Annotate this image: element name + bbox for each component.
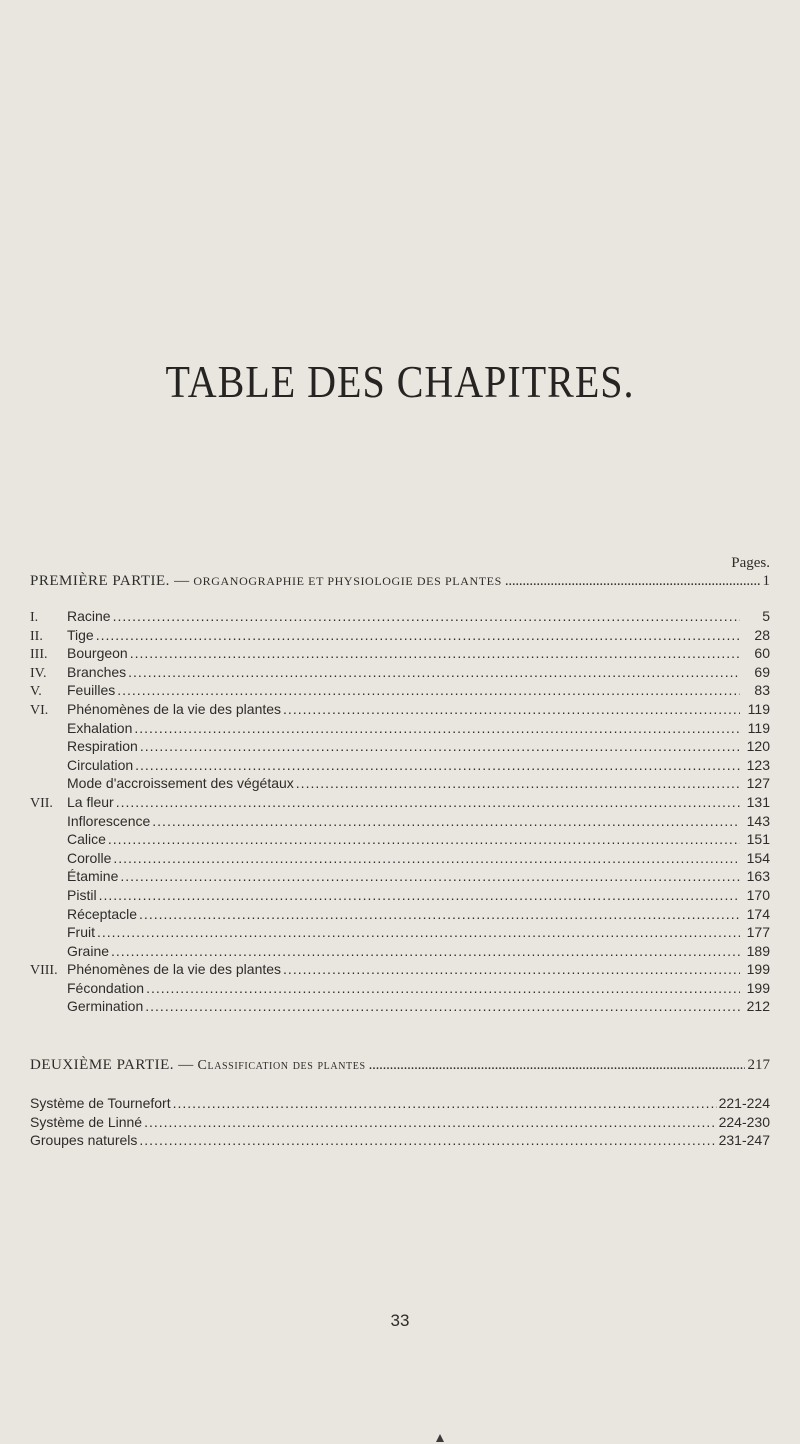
toc-entry — [30, 868, 770, 887]
toc-entry — [30, 664, 770, 683]
entry-title: Graine — [67, 942, 110, 959]
entry-page: 123 — [746, 756, 770, 773]
entry-page: 83 — [754, 682, 770, 699]
entry-page: 170 — [746, 886, 770, 903]
dot-leader — [99, 887, 740, 903]
toc-entry — [30, 682, 770, 701]
part1-entries — [30, 608, 770, 1017]
toc-entry — [30, 850, 770, 869]
entry-title: Système de Tournefort — [30, 1095, 171, 1111]
dot-leader — [139, 1132, 716, 1148]
entry-title: Réceptacle — [67, 905, 138, 922]
chapter-number: I. — [30, 610, 39, 625]
entry-page: 199 — [746, 961, 770, 978]
entry-title: Phénomènes de la vie des plantes — [67, 961, 282, 978]
entry-page: 177 — [746, 924, 770, 941]
dot-leader — [505, 573, 760, 590]
entry-page: 28 — [754, 626, 770, 643]
part2-heading — [30, 1057, 770, 1074]
dot-leader — [140, 738, 740, 754]
entry-title: Étamine — [67, 868, 119, 885]
entry-title: Branches — [67, 663, 127, 680]
dot-leader — [96, 627, 740, 643]
dot-leader — [152, 813, 740, 829]
toc-entry — [30, 813, 770, 832]
toc-entry — [30, 775, 770, 794]
toc-entry — [30, 831, 770, 850]
dot-leader — [369, 1057, 745, 1074]
entry-title: Groupes naturels — [30, 1132, 138, 1149]
part2-label: DEUXIÈME PARTIE. — — [30, 1057, 194, 1073]
toc-entry — [30, 887, 770, 906]
dot-leader — [116, 794, 740, 810]
toc-entry — [30, 757, 770, 776]
entry-title: Fruit — [67, 924, 95, 941]
entry-page: 212 — [746, 998, 770, 1015]
entry-page: 163 — [746, 868, 770, 885]
toc-entry — [30, 720, 770, 739]
entry-title: Respiration — [67, 738, 138, 755]
entry-title: Mode d'accroissement des végétaux — [67, 775, 294, 792]
toc-entry — [30, 701, 770, 720]
entry-page: 174 — [746, 905, 770, 922]
entry-page: 69 — [754, 663, 770, 680]
entry-page: 119 — [747, 700, 770, 717]
chapter-number: IV. — [30, 665, 47, 681]
chapter-number: II. — [30, 628, 43, 644]
dot-leader — [128, 664, 740, 680]
entry-title: Pistil — [67, 886, 97, 903]
entry-page: 199 — [746, 979, 770, 996]
entry-title: Tige — [67, 626, 94, 643]
dot-leader — [113, 850, 740, 866]
dot-leader — [139, 906, 740, 922]
dot-leader — [117, 682, 740, 698]
entry-title: Bourgeon — [67, 645, 128, 662]
toc-entry — [30, 1132, 770, 1151]
part1-heading — [30, 573, 770, 590]
dot-leader — [113, 608, 740, 624]
entry-page: 131 — [746, 793, 770, 810]
entry-page: 127 — [746, 775, 770, 792]
part1-label: PREMIÈRE PARTIE. — — [30, 573, 190, 589]
entry-title: Feuilles — [67, 682, 116, 699]
toc-entry — [30, 924, 770, 943]
entry-title: Exhalation — [67, 719, 133, 736]
chapter-number: VII. — [30, 795, 53, 811]
entry-page: 221-224 — [718, 1095, 770, 1111]
page-number: 33 — [390, 1311, 410, 1330]
dot-leader — [144, 1114, 717, 1130]
entry-page: 189 — [746, 942, 770, 959]
entry-page: 119 — [747, 719, 770, 736]
dot-leader — [146, 980, 740, 996]
toc-entry — [30, 627, 770, 646]
toc-entry — [30, 738, 770, 757]
entry-title: Système de Linné — [30, 1113, 143, 1130]
dot-leader — [283, 701, 740, 717]
dot-leader — [134, 720, 740, 736]
part1-subtitle: ORGANOGRAPHIE ET PHYSIOLOGIE DES PLANTES — [193, 574, 502, 588]
entry-page: 120 — [746, 738, 770, 755]
entry-title: Phénomènes de la vie des plantes — [67, 700, 282, 717]
entry-page: 143 — [746, 812, 770, 829]
entry-page: 151 — [746, 831, 770, 848]
dot-leader — [130, 645, 740, 661]
toc-entry — [30, 1114, 770, 1133]
part1-page: 1 — [762, 573, 770, 589]
pages-column-header: Pages. — [731, 555, 770, 571]
dot-leader — [173, 1095, 717, 1111]
entry-title: Racine — [67, 608, 111, 624]
entry-page: 231-247 — [718, 1132, 770, 1149]
entry-title: Inflorescence — [67, 812, 151, 829]
dot-leader — [111, 943, 740, 959]
entry-page: 60 — [754, 645, 770, 662]
entry-title: Fécondation — [67, 979, 145, 996]
dot-leader — [120, 868, 740, 884]
part2-subtitle: Classification des plantes — [197, 1058, 366, 1073]
page-title: TABLE DES CHAPITRES. — [165, 355, 635, 408]
chapter-number: V. — [30, 684, 42, 700]
toc-entry — [30, 998, 770, 1017]
entry-page: 154 — [746, 849, 770, 866]
dot-leader — [97, 924, 740, 940]
chapter-number: VIII. — [30, 963, 58, 979]
toc-entry — [30, 961, 770, 980]
toc-entry — [30, 608, 770, 627]
entry-title: Calice — [67, 831, 106, 848]
dot-leader — [283, 961, 740, 977]
entry-title: Circulation — [67, 756, 134, 773]
part2-entries — [30, 1095, 770, 1151]
chapter-number: III. — [30, 647, 48, 663]
dot-leader — [296, 775, 740, 791]
ink-speck — [436, 1434, 444, 1442]
chapter-number: VI. — [30, 702, 49, 718]
dot-leader — [145, 998, 740, 1014]
entry-title: Germination — [67, 998, 144, 1015]
toc-entry — [30, 794, 770, 813]
entry-page: 5 — [762, 608, 770, 624]
entry-title: Corolle — [67, 849, 112, 866]
toc-entry — [30, 980, 770, 999]
dot-leader — [135, 757, 740, 773]
part2-page: 217 — [747, 1057, 770, 1073]
toc-entry — [30, 1095, 770, 1114]
toc-entry — [30, 943, 770, 962]
entry-title: La fleur — [67, 793, 114, 810]
toc-entry — [30, 906, 770, 925]
toc-entry — [30, 645, 770, 664]
entry-page: 224-230 — [718, 1113, 770, 1130]
dot-leader — [108, 831, 740, 847]
